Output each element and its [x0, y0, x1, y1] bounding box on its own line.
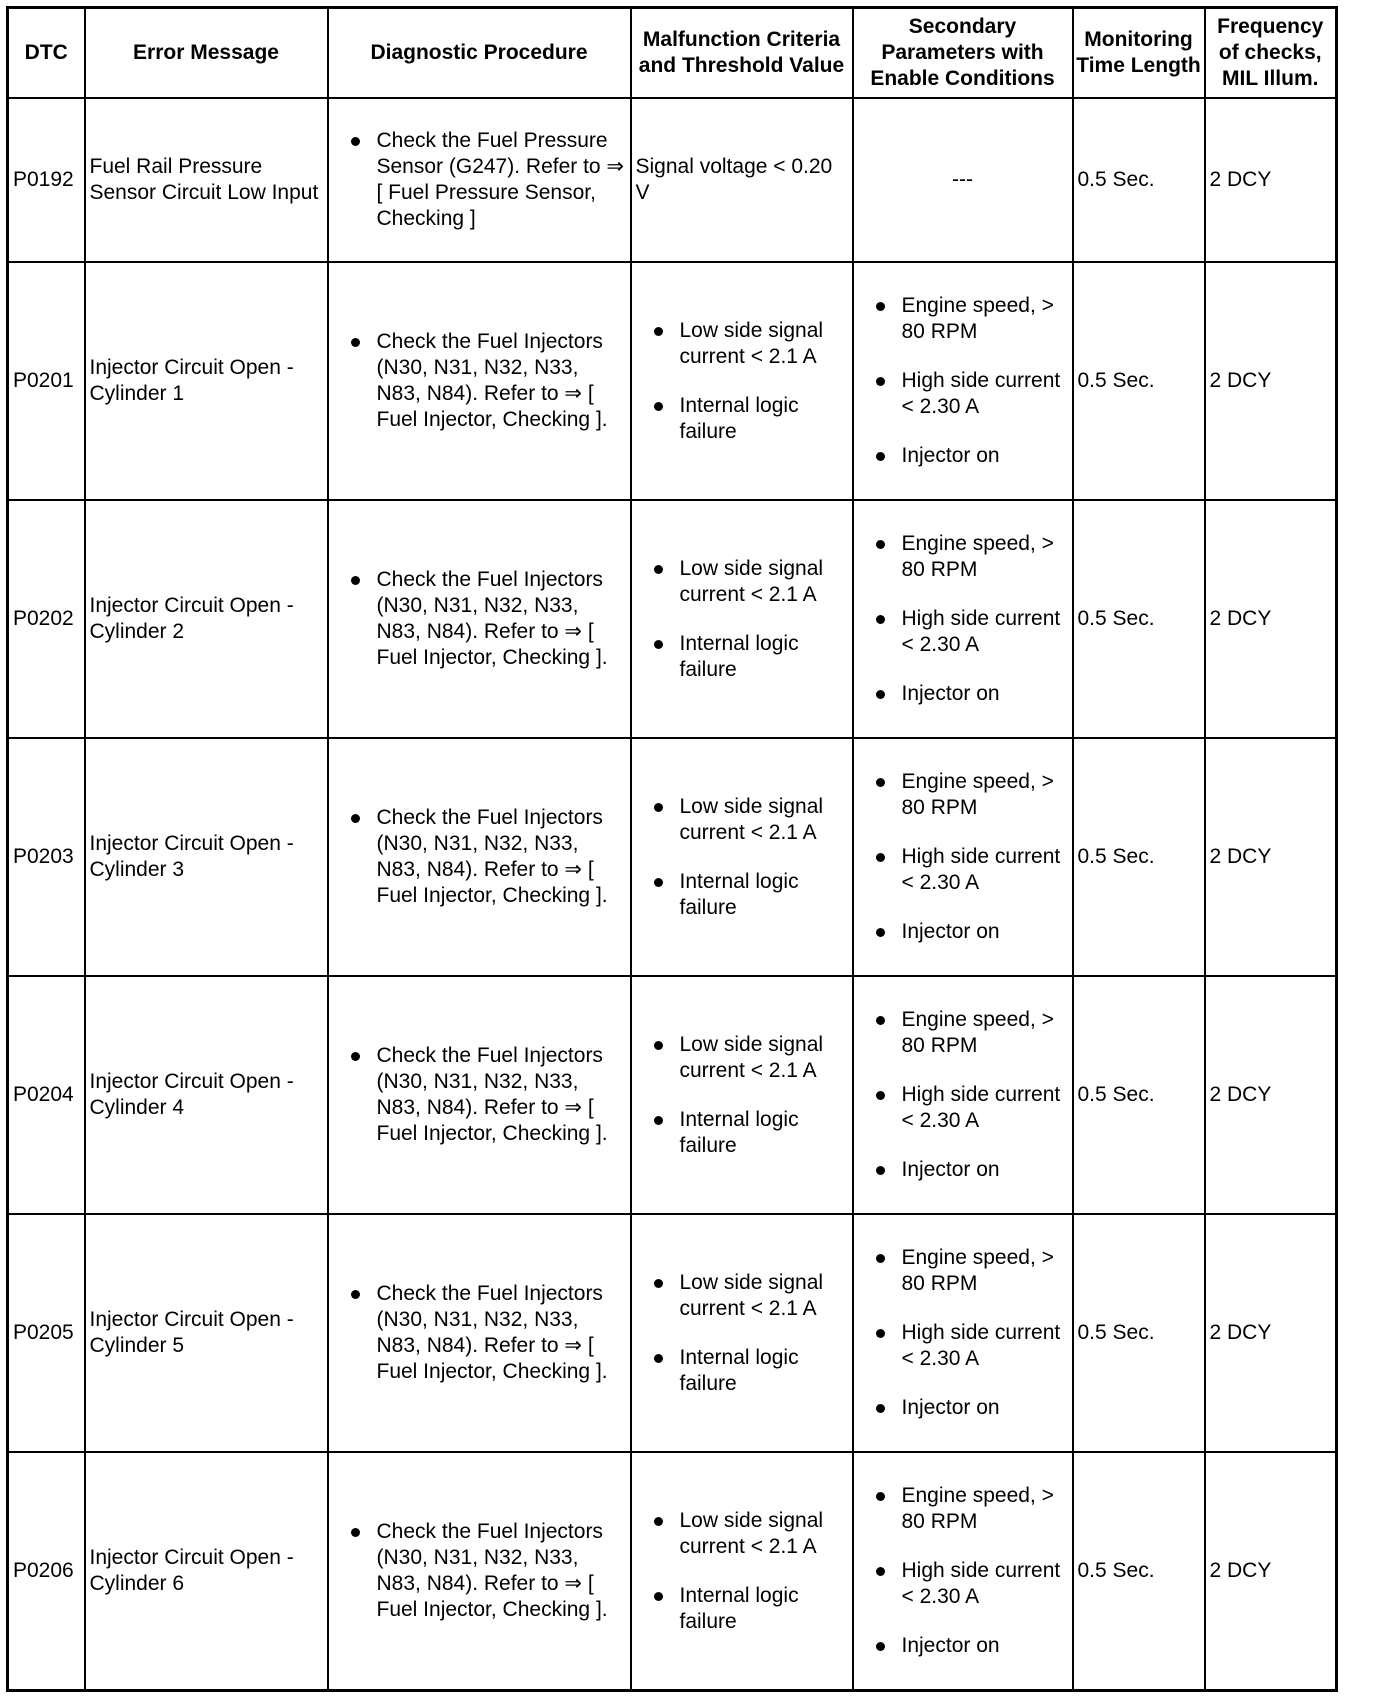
dtc-code: P0203 [8, 738, 85, 976]
diagnostic-procedure [328, 976, 631, 1214]
header-row [8, 8, 1337, 99]
criteria-item-list [636, 318, 848, 445]
malfunction-criteria [631, 1452, 853, 1691]
frequency: 2 DCY [1205, 1214, 1337, 1452]
criteria-item: Low side signal current < 2.1 A [636, 556, 848, 608]
monitoring-time: 0.5 Sec. [1073, 1452, 1205, 1691]
criteria-item-list [636, 1270, 848, 1397]
secondary-parameters [853, 262, 1073, 500]
dtc-code: P0206 [8, 1452, 85, 1691]
secondary-item: Injector on [858, 443, 1068, 469]
criteria-item: Low side signal current < 2.1 A [636, 318, 848, 370]
secondary-item: Engine speed, > 80 RPM [858, 1245, 1068, 1297]
secondary-parameters [853, 1452, 1073, 1691]
error-message: Injector Circuit Open - Cylinder 4 [85, 976, 328, 1214]
malfunction-criteria [631, 262, 853, 500]
criteria-item: Internal logic failure [636, 1583, 848, 1635]
secondary-item: Injector on [858, 1633, 1068, 1659]
secondary-item-list [858, 1483, 1068, 1659]
secondary-item: Engine speed, > 80 RPM [858, 293, 1068, 345]
secondary-item-list [858, 293, 1068, 469]
monitoring-time: 0.5 Sec. [1073, 738, 1205, 976]
criteria-item: Low side signal current < 2.1 A [636, 794, 848, 846]
dtc-table [6, 6, 1338, 1692]
secondary-item: Injector on [858, 1395, 1068, 1421]
secondary-item: Engine speed, > 80 RPM [858, 531, 1068, 583]
table-row [8, 98, 1337, 262]
dtc-code: P0205 [8, 1214, 85, 1452]
dtc-code: P0204 [8, 976, 85, 1214]
table-row [8, 500, 1337, 738]
malfunction-criteria [631, 500, 853, 738]
dtc-code: P0202 [8, 500, 85, 738]
secondary-item: Injector on [858, 681, 1068, 707]
error-message: Injector Circuit Open - Cylinder 6 [85, 1452, 328, 1691]
header-diagnostic-procedure: Diagnostic Procedure [328, 8, 631, 99]
monitoring-time: 0.5 Sec. [1073, 262, 1205, 500]
header-secondary-parameters: Secondary Parameters with Enable Conditions [853, 8, 1073, 99]
secondary-item: High side current < 2.30 A [858, 844, 1068, 896]
table-row [8, 976, 1337, 1214]
header-dtc: DTC [8, 8, 85, 99]
procedure-item-list [333, 805, 626, 909]
secondary-parameters [853, 1214, 1073, 1452]
procedure-item: Check the Fuel Injectors (N30, N31, N32, N33, N83, N84). Refer to ⇒ [ Fuel Injector, Checking ]. [333, 1519, 626, 1623]
error-message: Injector Circuit Open - Cylinder 1 [85, 262, 328, 500]
secondary-item: Engine speed, > 80 RPM [858, 1483, 1068, 1535]
diagnostic-procedure [328, 738, 631, 976]
procedure-item: Check the Fuel Injectors (N30, N31, N32, N33, N83, N84). Refer to ⇒ [ Fuel Injector, Checking ]. [333, 567, 626, 671]
procedure-item-list [333, 128, 626, 232]
diagnostic-procedure [328, 98, 631, 262]
error-message: Fuel Rail Pressure Sensor Circuit Low Input [85, 98, 328, 262]
error-message: Injector Circuit Open - Cylinder 5 [85, 1214, 328, 1452]
procedure-item-list [333, 329, 626, 433]
frequency: 2 DCY [1205, 262, 1337, 500]
procedure-item: Check the Fuel Injectors (N30, N31, N32, N33, N83, N84). Refer to ⇒ [ Fuel Injector, Checking ]. [333, 329, 626, 433]
diagnostic-procedure [328, 500, 631, 738]
diagnostic-procedure [328, 1452, 631, 1691]
monitoring-time: 0.5 Sec. [1073, 500, 1205, 738]
malfunction-criteria [631, 1214, 853, 1452]
malfunction-criteria: Signal voltage < 0.20 V [631, 98, 853, 262]
monitoring-time: 0.5 Sec. [1073, 1214, 1205, 1452]
table-row [8, 262, 1337, 500]
frequency: 2 DCY [1205, 1452, 1337, 1691]
procedure-item: Check the Fuel Injectors (N30, N31, N32, N33, N83, N84). Refer to ⇒ [ Fuel Injector, Checking ]. [333, 1281, 626, 1385]
secondary-item-list [858, 769, 1068, 945]
criteria-item-list [636, 1032, 848, 1159]
procedure-item-list [333, 1281, 626, 1385]
table-row [8, 1214, 1337, 1452]
header-error-message: Error Message [85, 8, 328, 99]
criteria-item-list [636, 556, 848, 683]
procedure-item: Check the Fuel Injectors (N30, N31, N32, N33, N83, N84). Refer to ⇒ [ Fuel Injector, Checking ]. [333, 1043, 626, 1147]
secondary-item: High side current < 2.30 A [858, 1558, 1068, 1610]
malfunction-criteria [631, 976, 853, 1214]
dtc-code: P0201 [8, 262, 85, 500]
criteria-item: Internal logic failure [636, 393, 848, 445]
secondary-item: High side current < 2.30 A [858, 368, 1068, 420]
criteria-item: Low side signal current < 2.1 A [636, 1032, 848, 1084]
table-row [8, 1452, 1337, 1691]
secondary-parameters: --- [853, 98, 1073, 262]
secondary-parameters [853, 500, 1073, 738]
secondary-item: High side current < 2.30 A [858, 606, 1068, 658]
procedure-item: Check the Fuel Injectors (N30, N31, N32, N33, N83, N84). Refer to ⇒ [ Fuel Injector, Checking ]. [333, 805, 626, 909]
table-body [8, 98, 1337, 1691]
secondary-item: Engine speed, > 80 RPM [858, 1007, 1068, 1059]
error-message: Injector Circuit Open - Cylinder 3 [85, 738, 328, 976]
frequency: 2 DCY [1205, 500, 1337, 738]
secondary-item-list [858, 531, 1068, 707]
procedure-item-list [333, 1043, 626, 1147]
procedure-item-list [333, 1519, 626, 1623]
criteria-item: Internal logic failure [636, 1345, 848, 1397]
secondary-parameters [853, 738, 1073, 976]
frequency: 2 DCY [1205, 738, 1337, 976]
criteria-item-list [636, 794, 848, 921]
criteria-item: Internal logic failure [636, 1107, 848, 1159]
frequency: 2 DCY [1205, 976, 1337, 1214]
secondary-item-list [858, 1007, 1068, 1183]
monitoring-time: 0.5 Sec. [1073, 976, 1205, 1214]
secondary-parameters [853, 976, 1073, 1214]
criteria-item: Internal logic failure [636, 869, 848, 921]
error-message: Injector Circuit Open - Cylinder 2 [85, 500, 328, 738]
header-frequency: Frequency of checks, MIL Illum. [1205, 8, 1337, 99]
malfunction-criteria [631, 738, 853, 976]
procedure-item: Check the Fuel Pressure Sensor (G247). Refer to ⇒ [ Fuel Pressure Sensor, Checking ] [333, 128, 626, 232]
secondary-item: High side current < 2.30 A [858, 1082, 1068, 1134]
frequency: 2 DCY [1205, 98, 1337, 262]
diagnostic-procedure [328, 1214, 631, 1452]
criteria-item-list [636, 1508, 848, 1635]
secondary-item: Injector on [858, 1157, 1068, 1183]
criteria-item: Low side signal current < 2.1 A [636, 1270, 848, 1322]
header-monitoring-time: Monitoring Time Length [1073, 8, 1205, 99]
secondary-item: Injector on [858, 919, 1068, 945]
diagnostic-procedure [328, 262, 631, 500]
secondary-item: High side current < 2.30 A [858, 1320, 1068, 1372]
header-malfunction-criteria: Malfunction Criteria and Threshold Value [631, 8, 853, 99]
secondary-item-list [858, 1245, 1068, 1421]
secondary-item: Engine speed, > 80 RPM [858, 769, 1068, 821]
table-row [8, 738, 1337, 976]
criteria-item: Low side signal current < 2.1 A [636, 1508, 848, 1560]
procedure-item-list [333, 567, 626, 671]
dtc-code: P0192 [8, 98, 85, 262]
monitoring-time: 0.5 Sec. [1073, 98, 1205, 262]
criteria-item: Internal logic failure [636, 631, 848, 683]
table-header [8, 8, 1337, 99]
